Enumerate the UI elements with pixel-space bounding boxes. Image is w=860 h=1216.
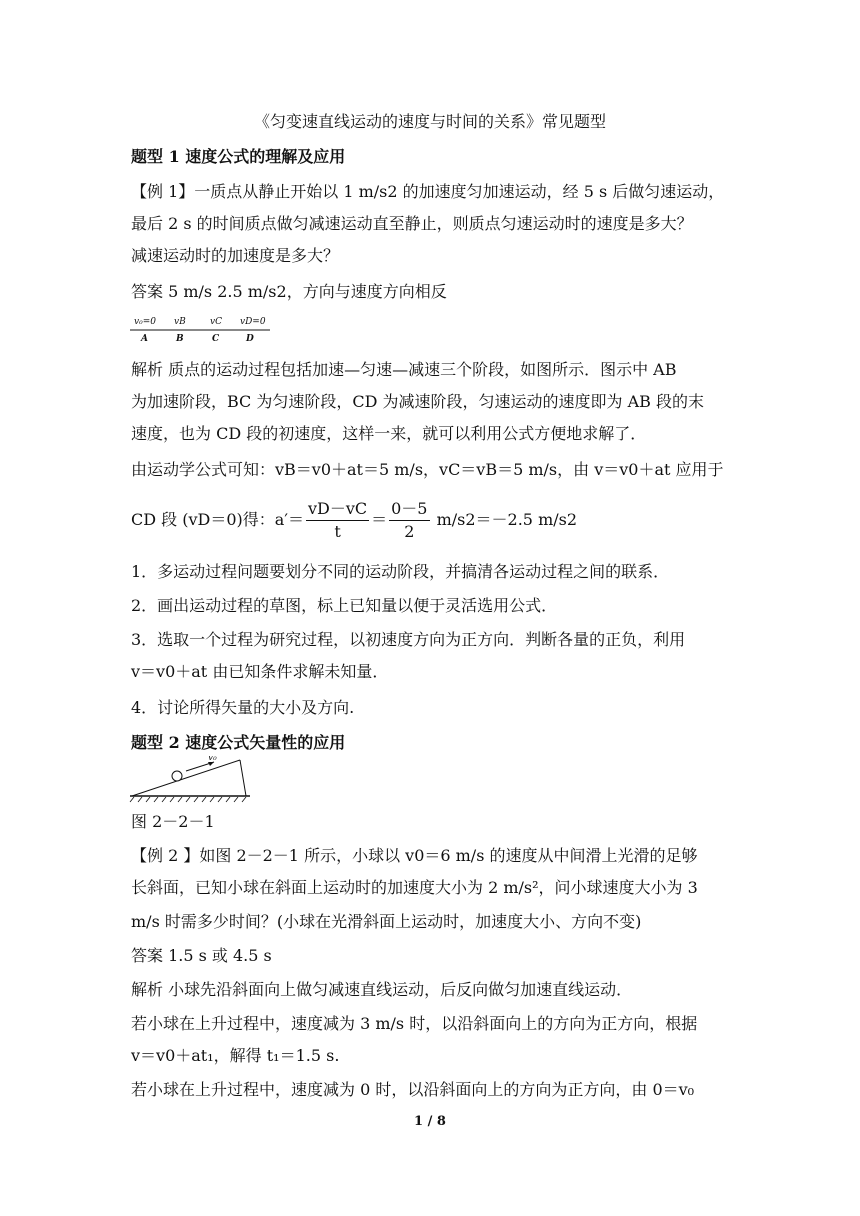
formula-suffix: m/s2＝－2.5 m/s2 <box>431 510 578 529</box>
analysis-2-text: 若小球在上升过程中，速度减为 3 m/s 时，以沿斜面向上的方向为正方向，根据 <box>131 1014 698 1033</box>
diagram-point-label: B <box>176 334 184 344</box>
ball <box>172 771 182 781</box>
analysis-1-text: 由运动学公式可知：vB＝v0＋at＝5 m/s，vC＝vB＝5 m/s，由 v＝v0＋at 应用于 <box>131 460 724 479</box>
diagram-velocity-label: v₀=0 <box>134 317 156 327</box>
diagram-velocity-label: vB <box>174 317 186 327</box>
example-2-text: 【例 2 】如图 2－2－1 所示，小球以 v0＝6 m/s 的速度从中间滑上光滑的足够 <box>131 846 698 865</box>
analysis-2-text: 解析 小球先沿斜面向上做匀减速直线运动，后反向做匀加速直线运动． <box>131 980 633 999</box>
analysis-1-text: 解析 质点的运动过程包括加速—匀速—减速三个阶段，如图所示．图示中 AB <box>131 360 677 379</box>
diagram-point-label: A <box>141 334 148 344</box>
tip-item: v＝v0＋at 由已知条件求解未知量． <box>131 662 389 681</box>
figure-caption: 图 2－2－1 <box>131 812 215 831</box>
example-2-answer: 答案 1.5 s 或 4.5 s <box>131 946 272 965</box>
section-heading-2: 题型 2 速度公式矢量性的应用 <box>131 733 346 752</box>
incline-slope <box>132 760 240 796</box>
diagram-velocity-label: vD=0 <box>240 317 266 327</box>
formula-prefix: CD 段 (vD＝0)得：a′＝ <box>131 510 304 529</box>
example-1-text: 最后 2 s 的时间质点做匀减速运动直至静止，则质点匀速运动时的速度是多大？ <box>131 214 693 233</box>
fraction-numerator: vD－vC <box>306 498 369 521</box>
velocity-label: v₀ <box>208 756 217 763</box>
fraction-numerator: 0－5 <box>389 498 429 521</box>
incline-wall <box>240 760 246 796</box>
tip-item: 1．多运动过程问题要划分不同的运动阶段，并搞清各运动过程之间的联系． <box>131 562 670 581</box>
document-title: 《匀变速直线运动的速度与时间的关系》常见题型 <box>253 112 606 131</box>
incline-diagram <box>128 756 252 804</box>
analysis-1-text: 为加速阶段，BC 为匀速阶段，CD 为减速阶段，匀速运动的速度即为 AB 段的末 <box>131 392 705 411</box>
example-2-text: m/s 时需多少时间？(小球在光滑斜面上运动时，加速度大小、方向不变) <box>131 912 642 931</box>
equals-sign: ＝ <box>371 510 388 529</box>
fraction-2 <box>389 498 429 543</box>
tip-item: 3．选取一个过程为研究过程，以初速度方向为正方向．判断各量的正负，利用 <box>131 630 686 649</box>
example-1-text: 【例 1】一质点从静止开始以 1 m/s2 的加速度匀加速运动，经 5 s 后做匀速运动， <box>131 182 725 201</box>
page-number: 1 / 8 <box>414 1114 446 1129</box>
example-1-answer: 答案 5 m/s 2.5 m/s2，方向与速度方向相反 <box>131 282 447 301</box>
tip-item: 4．讨论所得矢量的大小及方向. <box>131 698 355 717</box>
ground-hatching <box>130 797 246 802</box>
section-heading-1: 题型 1 速度公式的理解及应用 <box>131 147 346 166</box>
fraction-denominator: t <box>334 522 341 541</box>
diagram-point-label: C <box>212 334 220 344</box>
diagram-velocity-label: vC <box>210 317 222 327</box>
analysis-2-text: 若小球在上升过程中，速度减为 0 时，以沿斜面向上的方向为正方向，由 0＝v₀ <box>131 1080 695 1099</box>
example-1-text: 减速运动时的加速度是多大？ <box>131 246 340 265</box>
example-2-text: 长斜面，已知小球在斜面上运动时的加速度大小为 2 m/s²，问小球速度大小为 3 <box>131 878 698 897</box>
fraction-1 <box>306 498 369 543</box>
motion-diagram <box>128 313 278 345</box>
tip-item: 2．画出运动过程的草图，标上已知量以便于灵活选用公式． <box>131 596 558 615</box>
analysis-2-text: v＝v0＋at₁，解得 t₁＝1.5 s. <box>131 1046 340 1065</box>
fraction-denominator: 2 <box>404 522 415 541</box>
diagram-point-label: D <box>246 334 254 344</box>
formula-line <box>131 497 577 543</box>
analysis-1-text: 速度，也为 CD 段的初速度，这样一来，就可以利用公式方便地求解了． <box>131 424 647 443</box>
